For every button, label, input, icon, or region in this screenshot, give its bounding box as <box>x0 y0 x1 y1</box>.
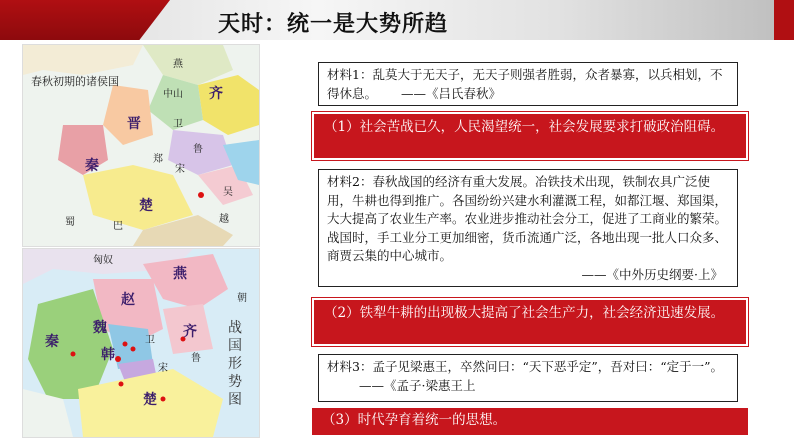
map2-label-song: 宋 <box>158 363 168 374</box>
map-label-ba: 巴 <box>113 221 123 232</box>
map-label-jin: 晋 <box>127 116 141 132</box>
map-warring-states <box>22 248 260 438</box>
map-label-qi: 齐 <box>209 86 223 102</box>
map2-label-chu: 楚 <box>143 392 157 408</box>
material-1-source: ——《吕氏春秋》 <box>401 85 502 101</box>
map-top-title: 春秋初期的诸侯国 <box>31 75 119 88</box>
map2-label-wei-small: 卫 <box>145 335 155 346</box>
map-label-song: 宋 <box>175 164 185 175</box>
page-title: 天时：统一是大势所趋 <box>218 12 449 37</box>
map2-label-han: 韩 <box>101 347 115 363</box>
map2-label-xiongnu: 匈奴 <box>93 255 113 266</box>
map-label-yan: 燕 <box>173 59 183 70</box>
map-label-chu: 楚 <box>139 198 153 214</box>
map2-label-qin: 秦 <box>45 334 59 350</box>
map2-label-chao: 朝 <box>237 293 247 304</box>
map-spring-autumn <box>22 44 260 247</box>
map2-label-lu: 鲁 <box>191 353 201 364</box>
map2-label-qi: 齐 <box>183 324 197 340</box>
material-2 <box>318 169 738 287</box>
answer-3: （3）时代孕育着统一的思想。 <box>312 408 748 435</box>
map2-title: 战国形势图 <box>228 320 242 408</box>
map2-label-zhao: 赵 <box>121 292 135 308</box>
map2-label-yan: 燕 <box>173 266 187 282</box>
material-2-text: 材料2：春秋战国的经济有重大发展。冶铁技术出现，铁制农具广泛使用，牛耕也得到推广。各国纷纷兴建水利灌溉工程，如都江堰、郑国渠，大大提高了农业生产率。农业进步推动社会分工，促进了工商业的繁荣。战国时，手工业分工更加细密，货币流通广泛，各地出现一批人口众多、商贾云集的中心城市。 <box>327 174 728 263</box>
answer-1: （1）社会苦战已久，人民渴望统一，社会发展要求打破政治阻碍。 <box>312 112 748 160</box>
material-2-source: ——《中外历史纲要·上》 <box>581 266 723 282</box>
material-3 <box>318 354 738 402</box>
map-label-lu: 鲁 <box>193 144 203 155</box>
map-label-yue: 越 <box>219 214 229 225</box>
material-3-source: ——《孟子·梁惠王上 <box>359 377 476 393</box>
map-label-shu: 蜀 <box>65 217 75 228</box>
material-3-text: 材料3：孟子见梁惠王，卒然问曰：“天下恶乎定”，吾对曰：“定于一”。 <box>327 359 724 374</box>
material-1 <box>318 62 738 106</box>
map-label-wei: 卫 <box>173 119 183 130</box>
material-1-text: 材料1：乱莫大于无天子，无天子则强者胜弱，众者暴寡，以兵相划，不得休息。 <box>327 67 723 101</box>
header-right-accent <box>774 0 794 40</box>
map-label-wu: 吴 <box>223 187 233 198</box>
answer-2: （2）铁犁牛耕的出现极大提高了社会生产力，社会经济迅速发展。 <box>312 298 748 346</box>
map-label-qin: 秦 <box>85 158 99 174</box>
map2-label-wei: 魏 <box>93 320 107 336</box>
map-label-zheng: 郑 <box>153 154 163 165</box>
map-label-zhongshan: 中山 <box>163 89 183 100</box>
